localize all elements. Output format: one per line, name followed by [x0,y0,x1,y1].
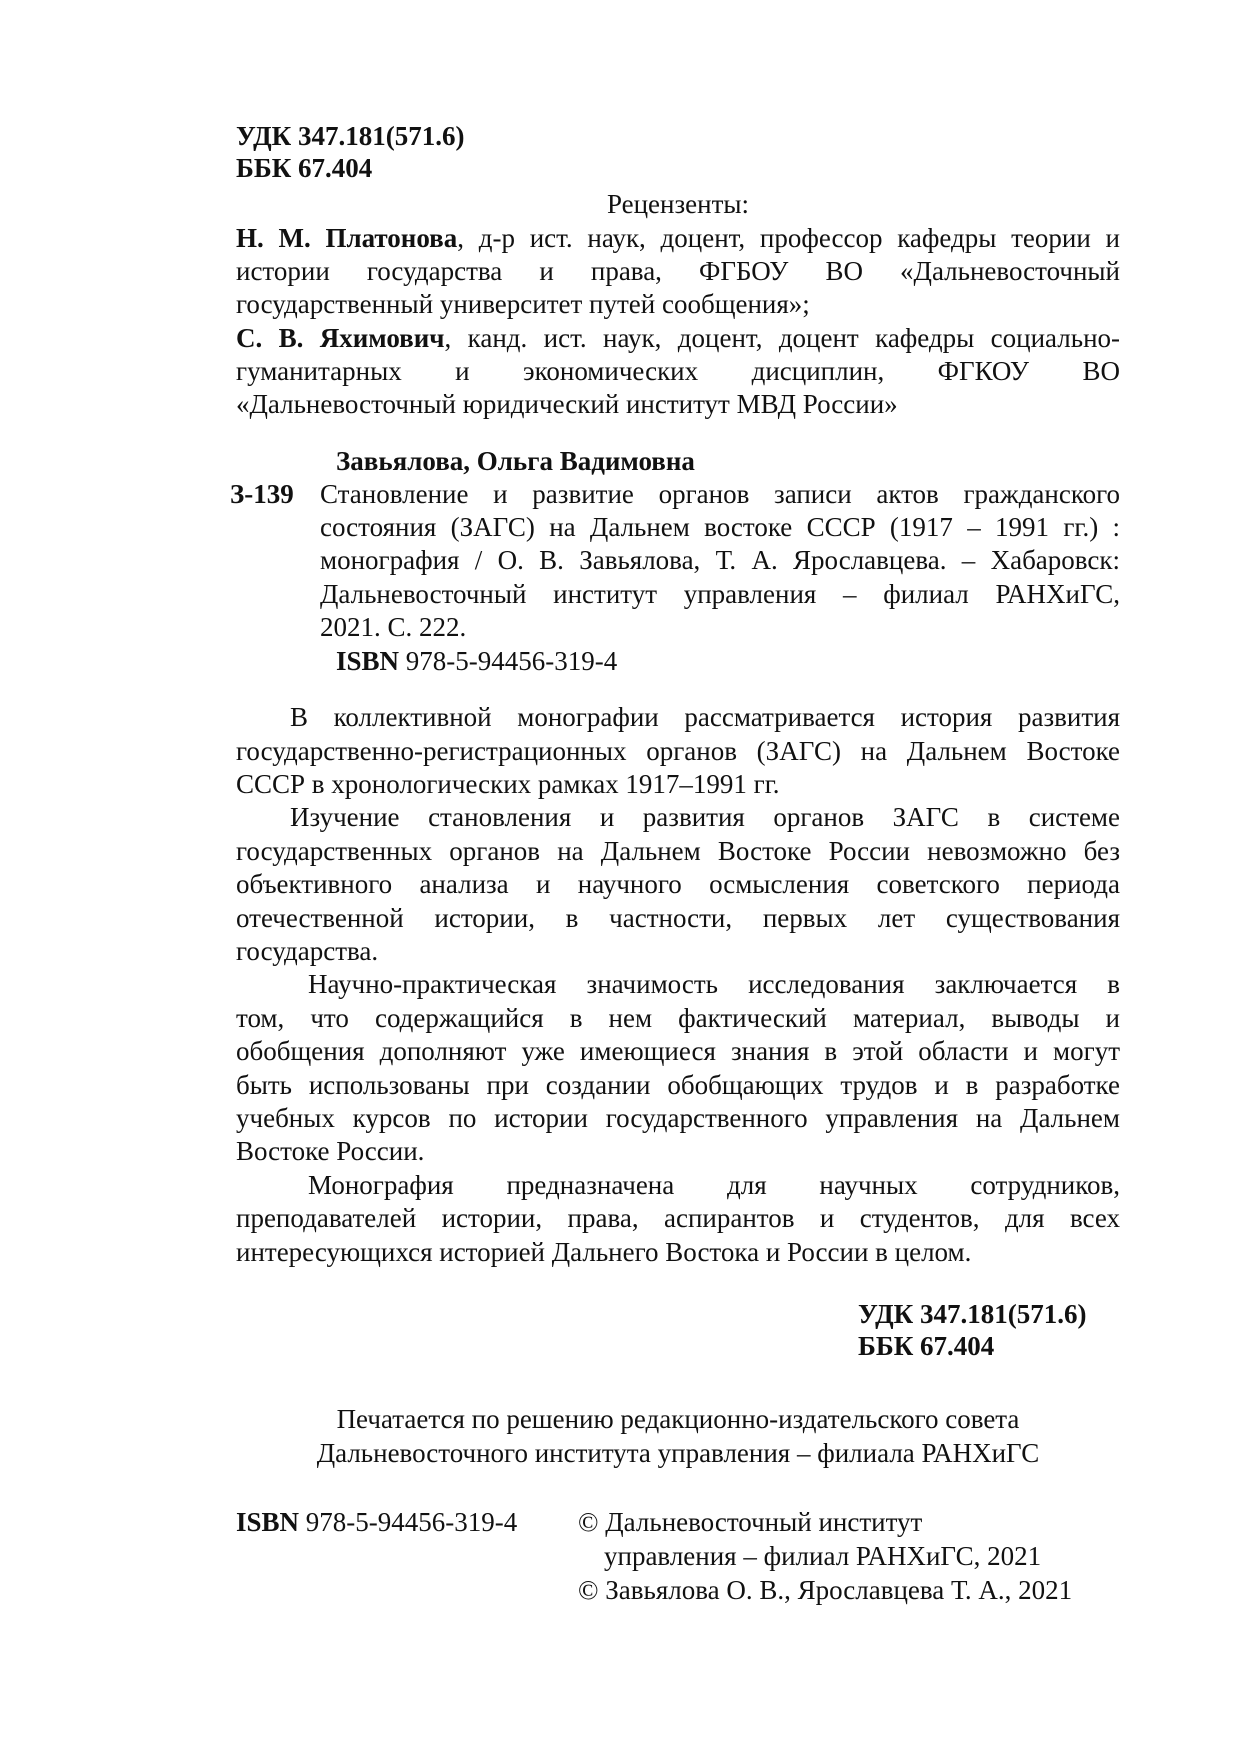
abstract-p2-line-5: государства. [236,936,379,966]
copyright-1-line-1: © Дальневосточный институт [578,1507,923,1537]
catalog-line-2: состояния (ЗАГС) на Дальнем востоке СССР (1917 – 1991 гг.) : [320,512,1120,542]
abstract-p4-line-3: интересующихся историей Дальнего Востока и России в целом. [236,1237,972,1267]
abstract-p3-line-1: Научно-практическая значимость исследования заключается в [308,969,1120,999]
publish-note-line-2: Дальневосточного института управления – филиала РАНХиГС [316,1438,1040,1468]
reviewer-1-line-3: государственный университет путей сообщения»; [236,289,810,319]
abstract-p3-line-4: быть использованы при создании обобщающих трудов и в разработке [236,1070,1120,1100]
abstract-p3-line-3: обобщения дополняют уже имеющиеся знания в этой области и могут [236,1036,1120,1066]
copyright-2: © Завьялова О. В., Ярославцева Т. А., 2021 [578,1575,1073,1605]
catalog-line-4: Дальневосточный институт управления – филиал РАНХиГС, [320,579,1120,609]
abstract-p1-line-3: СССР в хронологических рамках 1917–1991 гг. [236,769,780,799]
abstract-p3-line-5: учебных курсов по истории государственного управления на Дальнем [236,1103,1120,1133]
catalog-code: З-139 [230,479,294,509]
reviewer-2-name: С. В. Яхимович [236,323,445,353]
catalog-isbn: ISBN 978-5-94456-319-4 [336,646,618,676]
catalog-line-1: Становление и развитие органов записи актов гражданского [320,479,1120,509]
abstract-p3-line-6: Востоке России. [236,1136,425,1166]
abstract-p4-line-1: Монография предназначена для научных сотрудников, [308,1170,1120,1200]
top-classification [236,120,464,184]
top-udk: УДК 347.181(571.6) [236,121,465,151]
copyright-1-line-2: управления – филиал РАНХиГС, 2021 [604,1541,1042,1571]
abstract-p2-line-4: отечественной истории, в частности, первых лет существования [236,903,1120,933]
abstract-p3-line-2: том, что содержащийся в нем фактический материал, выводы и [236,1003,1120,1033]
bottom-bbk: ББК 67.404 [858,1331,995,1361]
bottom-udk: УДК 347.181(571.6) [858,1299,1087,1329]
abstract-p1-line-2: государственно-регистрационных органов (ЗАГС) на Дальнем Востоке [236,736,1120,766]
reviewer-1-line-2: истории государства и права, ФГБОУ ВО «Дальневосточный [236,256,1120,286]
reviewer-1-name: Н. М. Платонова [236,223,458,253]
abstract-p2-line-2: государственных органов на Дальнем Востоке России невозможно без [236,836,1120,866]
publish-note-line-1: Печатается по решению редакционно-издательского совета [336,1404,1020,1434]
catalog-line-3: монография / О. В. Завьялова, Т. А. Ярославцева. – Хабаровск: [320,545,1120,575]
reviewer-1-line-1: Н. М. Платонова, д-р ист. наук, доцент, профессор кафедры теории и [236,223,1120,253]
catalog-line-5: 2021. С. 222. [320,612,467,642]
abstract-p2-line-1: Изучение становления и развития органов ЗАГС в системе [290,802,1120,832]
abstract-p2-line-3: объективного анализа и научного осмысления советского периода [236,869,1120,899]
reviewer-2-line-3: «Дальневосточный юридический институт МВД России» [236,389,898,419]
catalog-author: Завьялова, Ольга Вадимовна [336,446,695,476]
abstract-p4-line-2: преподавателей истории, права, аспирантов и студентов, для всех [236,1203,1120,1233]
footer-isbn: ISBN 978-5-94456-319-4 [236,1507,518,1537]
reviewers-heading: Рецензенты: [606,189,750,219]
reviewer-2-line-1: С. В. Яхимович, канд. ист. наук, доцент, доцент кафедры социально- [236,323,1121,353]
abstract-p1-line-1: В коллективной монографии рассматривается история развития [290,702,1120,732]
reviewer-2-line-2: гуманитарных и экономических дисциплин, ФГКОУ ВО [236,356,1120,386]
bottom-classification [858,1298,1086,1362]
top-bbk: ББК 67.404 [236,153,373,183]
